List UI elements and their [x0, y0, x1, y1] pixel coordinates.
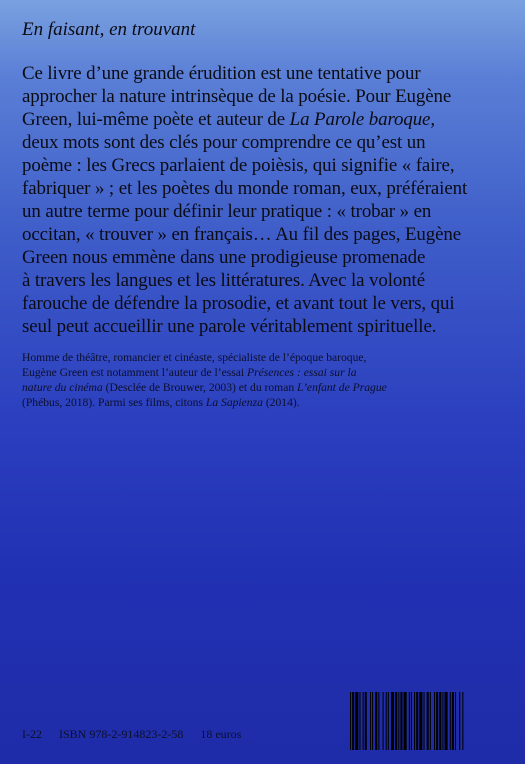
description-line: fabriquer » ; et les poètes du monde roman, eux, préféraient [22, 178, 468, 199]
description-line: à travers les langues et les littératures. Avec la volonté [22, 270, 425, 291]
main-description [22, 62, 512, 338]
book-title-italic: La Parole baroque, [289, 109, 435, 130]
back-cover-title: En faisant, en trouvant [22, 19, 196, 40]
description-line: seul peut accueillir une parole véritablement spirituelle. [22, 316, 437, 337]
description-line: poème : les Grecs parlaient de poièsis, qui signifie « faire, [22, 155, 455, 176]
collection-code: I-22 [22, 727, 42, 741]
bio-line: (Phébus, 2018). Parmi ses films, citons La Sapienza (2014). [22, 396, 300, 409]
bio-line: Homme de théâtre, romancier et cinéaste, spécialiste de l’époque baroque, [22, 351, 367, 364]
description-line: Green, lui-même poète et auteur de La Parole baroque, [22, 109, 435, 130]
description-line: farouche de défendre la prosodie, et avant tout le vers, qui [22, 293, 455, 314]
bio-line: Eugène Green est notamment l’auteur de l’essai Présences : essai sur la [22, 366, 357, 379]
author-bio [22, 350, 512, 410]
description-line: Green nous emmène dans une prodigieuse promenade [22, 247, 426, 268]
description-line: deux mots sont des clés pour comprendre ce qu’est un [22, 132, 426, 153]
price: 18 euros [200, 727, 242, 741]
bio-line: nature du cinéma (Desclée de Brouwer, 2003) et du roman L’enfant de Prague [22, 381, 387, 394]
description-line: occitan, « trouver » en français… Au fil des pages, Eugène [22, 224, 462, 245]
isbn: ISBN 978-2-914823-2-58 [59, 727, 184, 741]
description-line: approcher la nature intrinsèque de la poésie. Pour Eugène [22, 86, 452, 107]
description-line: Ce livre d’une grande érudition est une tentative pour [22, 63, 421, 84]
barcode-icon [350, 692, 506, 750]
footer-info [22, 727, 255, 741]
description-line: un autre terme pour définir leur pratique : « trobar » en [22, 201, 432, 222]
